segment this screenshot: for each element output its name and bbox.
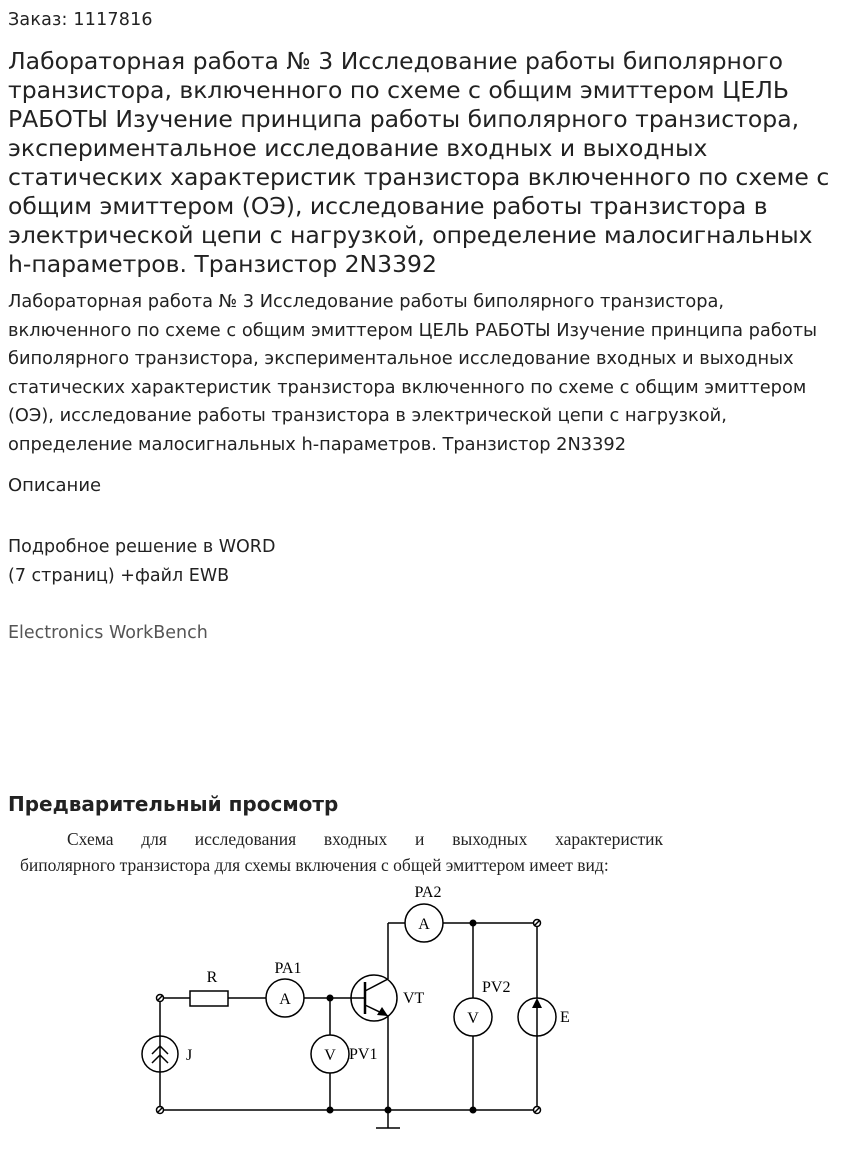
label-pv1: PV1 [349,1046,378,1063]
ammeter-symbol: A [418,916,430,933]
label-pa2: PA2 [414,884,442,901]
terminal-icon [157,920,541,1114]
current-source-icon [142,1036,178,1072]
order-number: Заказ: 1117816 [8,10,153,30]
label-j: J [186,1047,193,1064]
preview-heading: Предварительный просмотр [8,792,339,816]
voltmeter-symbol: V [324,1047,336,1064]
page-title: Лабораторная работа № 3 Исследование работы биполярного транзистора, включенного по схеме с общим эмиттером ЦЕЛЬ РАБОТЫ Изучение принципа работы биполярного транзистора, экспериментальное исследование входных и выходных статических характеристик транзистора включенного по схеме с общим эмиттером (ОЭ), исследование работы транзистора в электрической цепи с нагрузкой, определение малосигнальных h-параметров. Транзистор 2N3392 [8,47,830,278]
transistor-icon [351,975,397,1021]
preview-text-line: Схема для исследования входных и выходных характеристик [67,829,663,849]
circuit-wires [160,923,537,1128]
voltmeter-symbol: V [467,1010,479,1027]
label-vt: VT [403,990,425,1007]
label-r: R [206,969,218,986]
description-heading: Описание [8,475,102,496]
work-summary: Лабораторная работа № 3 Исследование работы биполярного транзистора, включенного по схеме с общим эмиттером ЦЕЛЬ РАБОТЫ Изучение принципа работы биполярного транзистора, экспериментальное исследование входных и выходных статических характеристик транзистора включенного по схеме с общим эмиттером (ОЭ), исследование работы транзистора в электрической цепи с нагрузкой, определение малосигнальных h-параметров. Транзистор 2N3392 [8,291,818,455]
ammeter-symbol: A [279,991,291,1008]
preview-text-line: биполярного транзистора для схемы включения с общей эмиттером имеет вид: [20,855,609,875]
label-pv2: PV2 [482,979,511,996]
label-e: E [560,1009,570,1026]
voltage-source-icon [518,998,556,1036]
software-name: Electronics WorkBench [8,623,208,643]
circuit-diagram [0,878,847,1160]
label-pa1: PA1 [274,960,302,977]
resistor-icon [190,991,228,1006]
description-line: (7 страниц) +файл EWB [8,566,230,586]
description-line: Подробное решение в WORD [8,537,276,557]
